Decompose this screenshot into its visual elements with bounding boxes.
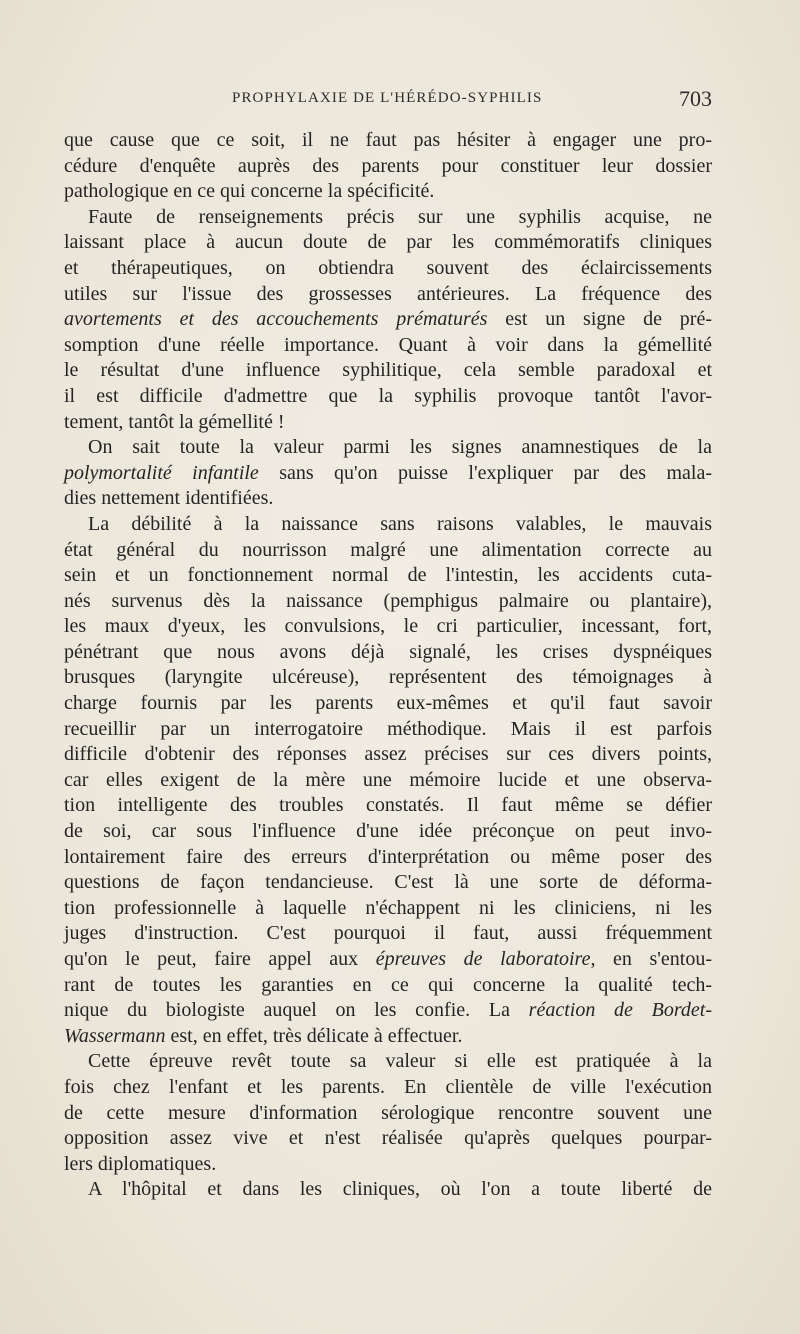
- italic-phrase: épreuves de laboratoire: [375, 948, 591, 970]
- italic-phrase: réaction de Bordet-: [528, 999, 712, 1022]
- text-line-17: état général du nourrisson malgré une alimentation correcte au: [64, 538, 712, 561]
- text-line-39: de cette mesure d'information sérologique rencontre souvent une: [64, 1101, 712, 1124]
- text-line-30: questions de façon tendancieuse. C'est là une sorte de déforma-: [64, 871, 712, 894]
- text-line-36-end: est, en effet, très délicate à effectuer.: [165, 1024, 463, 1047]
- text-line-2: cédure d'enquête auprès des parents pour constituer leur dossier: [64, 154, 712, 177]
- text-line-4: Faute de renseignements précis sur une syphilis acquise, ne: [88, 205, 712, 228]
- text-line-10: le résultat d'une influence syphilitique, cela semble paradoxal et: [64, 359, 712, 382]
- text-line-40: opposition assez vive et n'est réalisée qu'après quelques pourpar-: [64, 1127, 712, 1150]
- text-line-6: et thérapeutiques, on obtiendra souvent des éclaircissements: [64, 256, 712, 279]
- text-line-27: tion intelligente des troubles constatés. Il faut même se défier: [64, 794, 712, 817]
- text-line-11: il est difficile d'admettre que la syphilis provoque tantôt l'avor-: [64, 384, 712, 407]
- text-line-23: charge fournis par les parents eux-mêmes et qu'il faut savoir: [64, 692, 712, 715]
- text-line-16: La débilité à la naissance sans raisons valables, le mauvais: [88, 512, 712, 535]
- text-line-41: lers diplomatiques.: [64, 1152, 217, 1175]
- text-line-14: [64, 461, 712, 487]
- text-line-13: On sait toute la valeur parmi les signes anamnestiques de la: [88, 436, 712, 459]
- text-line-28: de soi, car sous l'influence d'une idée préconçue on peut invo-: [64, 820, 712, 843]
- text-line-35: [64, 998, 712, 1024]
- text-line-15: dies nettement identifiées.: [64, 487, 274, 510]
- text-line-31: tion professionnelle à laquelle n'échappent ni les cliniciens, ni les: [64, 896, 712, 919]
- italic-phrase: polymortalité infantile: [64, 461, 259, 484]
- text-line-7: utiles sur l'issue des grossesses antérieures. La fréquence des: [64, 282, 712, 305]
- text-line-38: fois chez l'enfant et les parents. En clientèle de ville l'exécution: [64, 1075, 712, 1098]
- text-line-25: difficile d'obtenir des réponses assez précises sur ces divers points,: [64, 743, 712, 766]
- text-line-12: tement, tantôt la gémellité !: [64, 410, 285, 433]
- text-line-42: A l'hôpital et dans les cliniques, où l'on a toute liberté de: [88, 1178, 712, 1201]
- page-number: 703: [679, 86, 712, 111]
- text-line-26: car elles exigent de la mère une mémoire lucide et une observa-: [64, 768, 712, 791]
- text-line-36: [64, 1024, 712, 1050]
- running-title: PROPHYLAXIE DE L'HÉRÉDO-SYPHILIS: [232, 90, 543, 106]
- text-line-5: laissant place à aucun doute de par les commémoratifs cliniques: [64, 231, 712, 254]
- text-line-32: juges d'instruction. C'est pourquoi il faut, aussi fréquemment: [64, 922, 712, 945]
- text-line-21: pénétrant que nous avons déjà signalé, les crises dyspnéiques: [64, 640, 712, 663]
- text-line-33-end: , en s'entou-: [590, 948, 712, 970]
- running-head: [64, 86, 712, 112]
- text-line-14-rest: sans qu'on puisse l'expliquer par des mala-: [258, 461, 712, 484]
- text-line-35-start: nique du biologiste auquel on les confie. La: [64, 999, 529, 1022]
- text-line-22: brusques (laryngite ulcéreuse), représentent des témoignages à: [64, 666, 712, 689]
- text-line-29: lontairement faire des erreurs d'interprétation ou même poser des: [64, 845, 712, 868]
- text-line-3: pathologique en ce qui concerne la spécificité.: [64, 180, 435, 203]
- text-line-8-rest: est un signe de pré-: [487, 308, 712, 331]
- text-line-8: [64, 307, 712, 333]
- italic-phrase: avortements et des accouchements prématurés: [64, 308, 488, 331]
- italic-phrase: Wassermann: [64, 1024, 166, 1047]
- text-line-33-start: qu'on le peut, faire appel aux: [64, 948, 376, 970]
- body-text: [64, 128, 712, 1203]
- text-line-37: Cette épreuve revêt toute sa valeur si elle est pratiquée à la: [88, 1050, 712, 1073]
- text-line-34: rant de toutes les garanties en ce qui concerne la qualité tech-: [64, 973, 712, 996]
- text-line-1: que cause que ce soit, il ne faut pas hésiter à engager une pro-: [64, 129, 712, 151]
- text-line-9: somption d'une réelle importance. Quant à voir dans la gémellité: [64, 333, 712, 356]
- text-line-19: nés survenus dès la naissance (pemphigus palmaire ou plantaire),: [64, 589, 712, 612]
- text-line-33: [64, 947, 712, 973]
- text-line-20: les maux d'yeux, les convulsions, le cri particulier, incessant, fort,: [64, 615, 712, 638]
- text-line-18: sein et un fonctionnement normal de l'intestin, les accidents cuta-: [64, 564, 712, 587]
- text-line-24: recueillir par un interrogatoire méthodique. Mais il est parfois: [64, 717, 712, 740]
